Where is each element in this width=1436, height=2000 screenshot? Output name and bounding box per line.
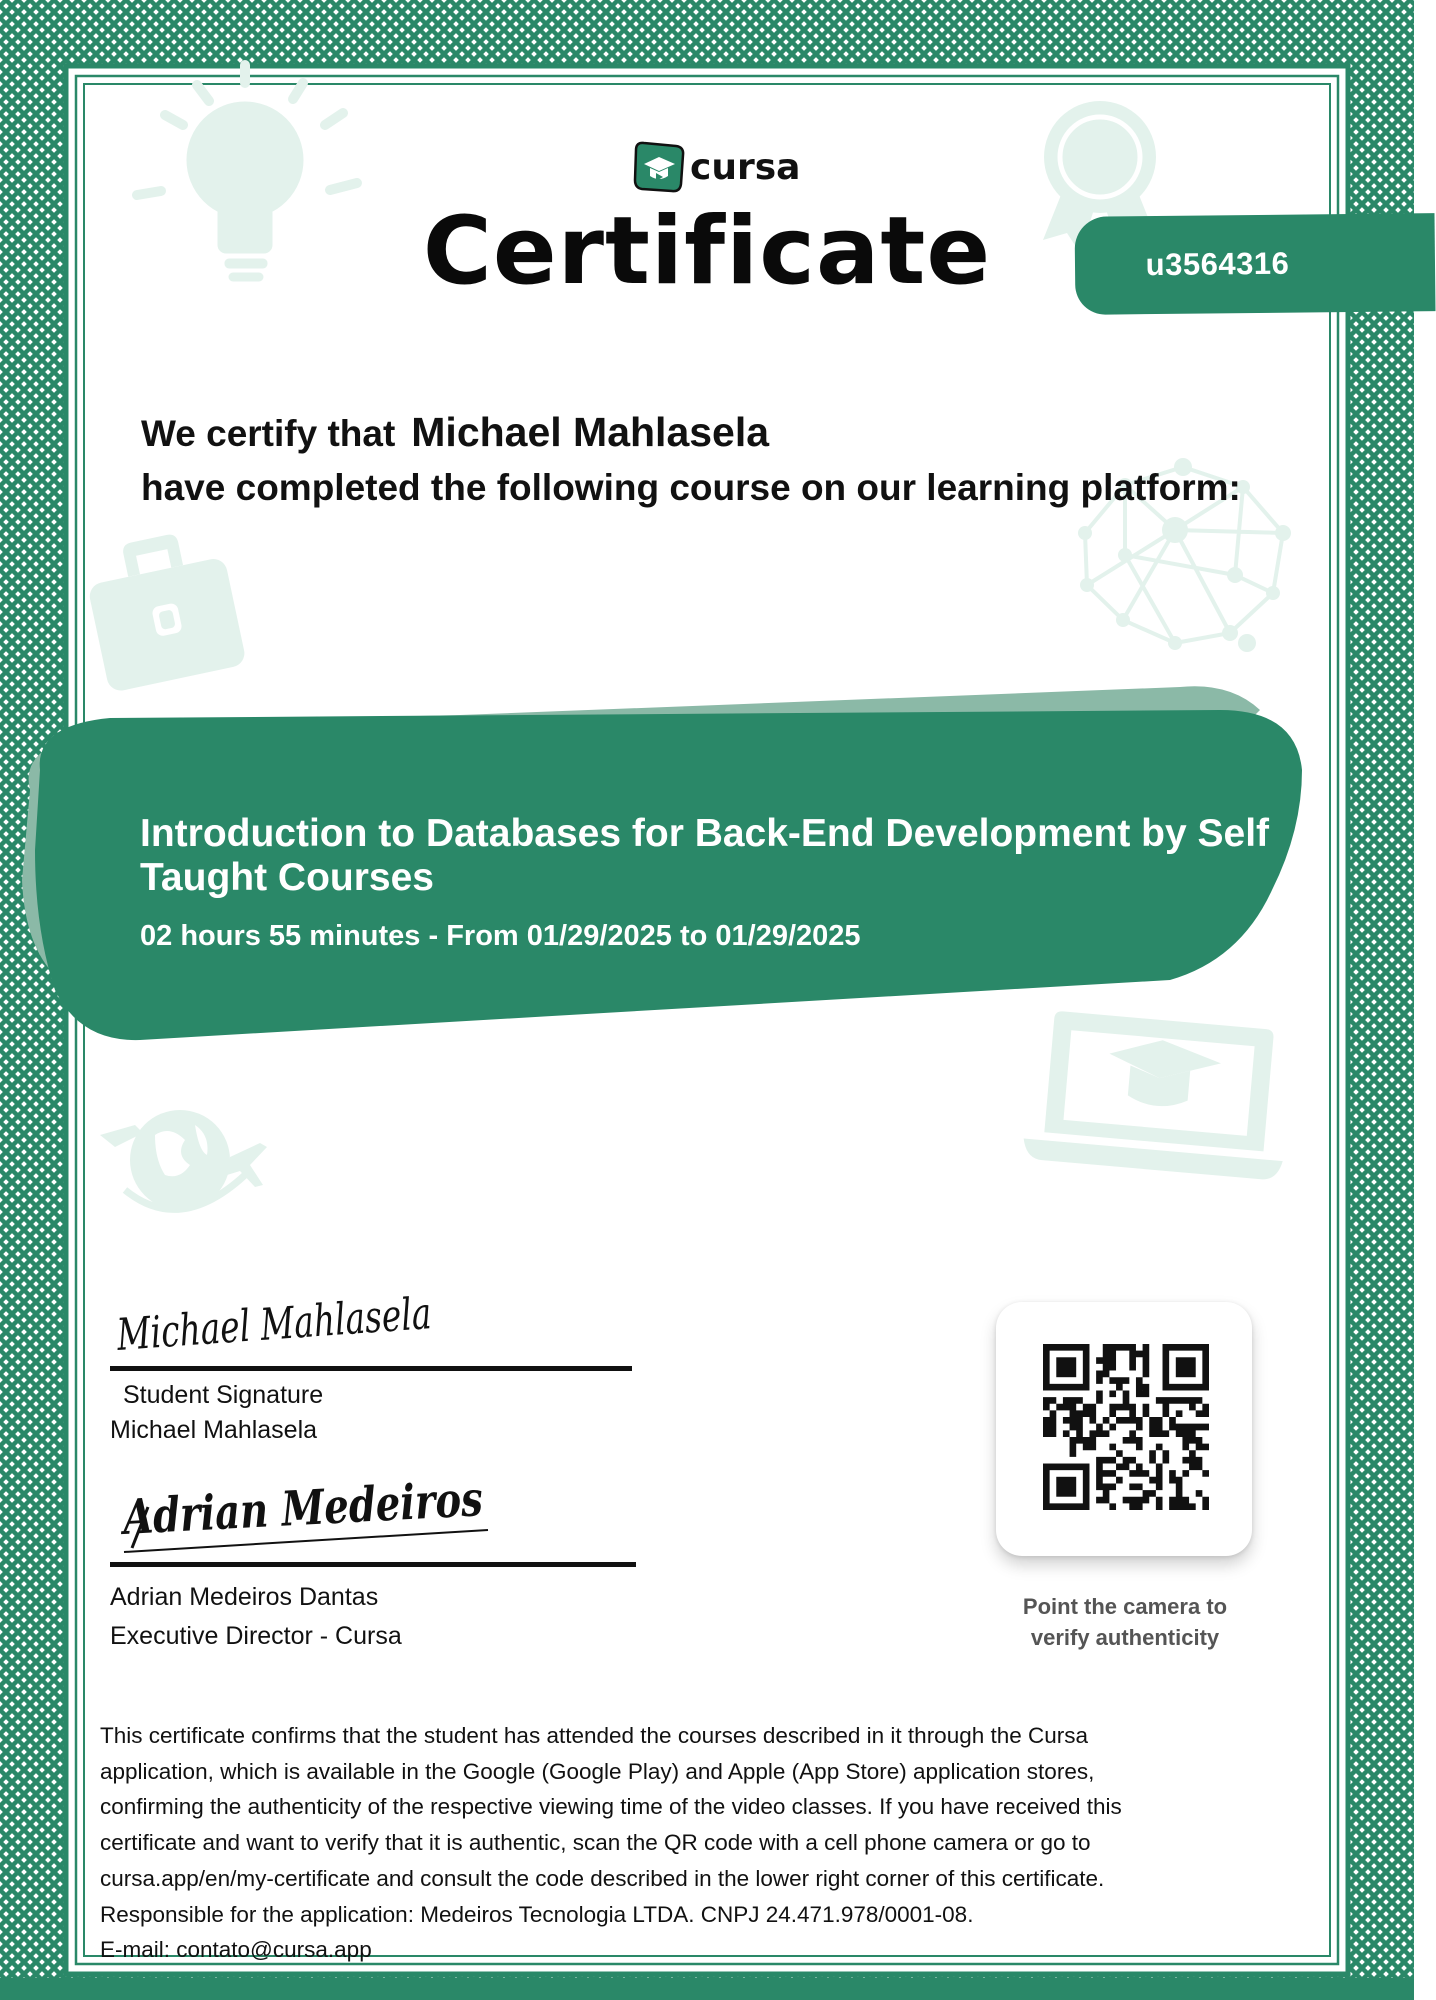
certify-line-2: have completed the following course on our learning platform: bbox=[141, 467, 1241, 508]
student-signature-label: Student Signature bbox=[123, 1381, 324, 1409]
course-meta: 02 hours 55 minutes - From 01/29/2025 to 01/29/2025 bbox=[140, 920, 861, 952]
student-signature-graphic bbox=[115, 1280, 540, 1370]
cursa-logo bbox=[632, 140, 800, 194]
director-name: Adrian Medeiros Dantas bbox=[110, 1583, 379, 1611]
director-signature-image bbox=[118, 1452, 572, 1562]
qr-caption bbox=[980, 1592, 1270, 1654]
qr-caption-line-2: verify authenticity bbox=[1030, 1624, 1220, 1650]
certificate-code: u3564316 bbox=[1145, 245, 1290, 283]
student-name: Michael Mahlasela bbox=[411, 409, 770, 455]
qr-code[interactable] bbox=[1043, 1344, 1209, 1510]
certificate-code-badge bbox=[1074, 213, 1435, 315]
footer-line: confirming the authenticity of the respective viewing time of the video classes. If you have received this bbox=[100, 1794, 1122, 1820]
student-signature-image bbox=[115, 1280, 540, 1370]
director-signature-graphic bbox=[118, 1452, 572, 1562]
course-title: Introduction to Databases for Back-End Development by Self Taught Courses bbox=[140, 812, 1270, 899]
footer-line: Responsible for the application: Medeiros Tecnologia LTDA. CNPJ 24.471.978/0001-08. bbox=[100, 1901, 974, 1927]
footer-line: This certificate confirms that the student has attended the courses described in it through the Cursa bbox=[100, 1723, 1089, 1748]
director-signature-text: Adrian Medeiros bbox=[121, 1466, 572, 1546]
student-signature-name: Michael Mahlasela bbox=[110, 1416, 318, 1444]
page-title: Certificate bbox=[422, 197, 992, 306]
globe-plane-icon bbox=[95, 1095, 270, 1225]
certify-prefix: We certify that bbox=[141, 413, 396, 454]
cursa-logo-icon bbox=[632, 140, 686, 194]
footer-line: E-mail: contato@cursa.app bbox=[100, 1937, 372, 1963]
student-signature-line bbox=[110, 1366, 632, 1371]
footer-line: application, which is available in the Google (Google Play) and Apple (App Store) application stores, bbox=[100, 1758, 1095, 1784]
briefcase-icon bbox=[85, 525, 250, 700]
cursa-logo-text: cursa bbox=[690, 146, 801, 188]
student-signature-text: Michael Mahlasela bbox=[115, 1280, 540, 1361]
director-role: Executive Director - Cursa bbox=[110, 1622, 402, 1650]
footer-line: cursa.app/en/my-certificate and consult the code described in the lower right corner of this certificate. bbox=[100, 1865, 1105, 1891]
director-signature-line bbox=[110, 1562, 636, 1567]
footer-line: certificate and want to verify that it is authentic, scan the QR code with a cell phone camera or go to bbox=[100, 1830, 1091, 1856]
qr-code-card bbox=[996, 1302, 1252, 1556]
qr-caption-line-1: Point the camera to bbox=[1022, 1594, 1228, 1619]
footer-disclaimer bbox=[100, 1718, 1320, 1968]
certify-line-1 bbox=[141, 409, 770, 455]
